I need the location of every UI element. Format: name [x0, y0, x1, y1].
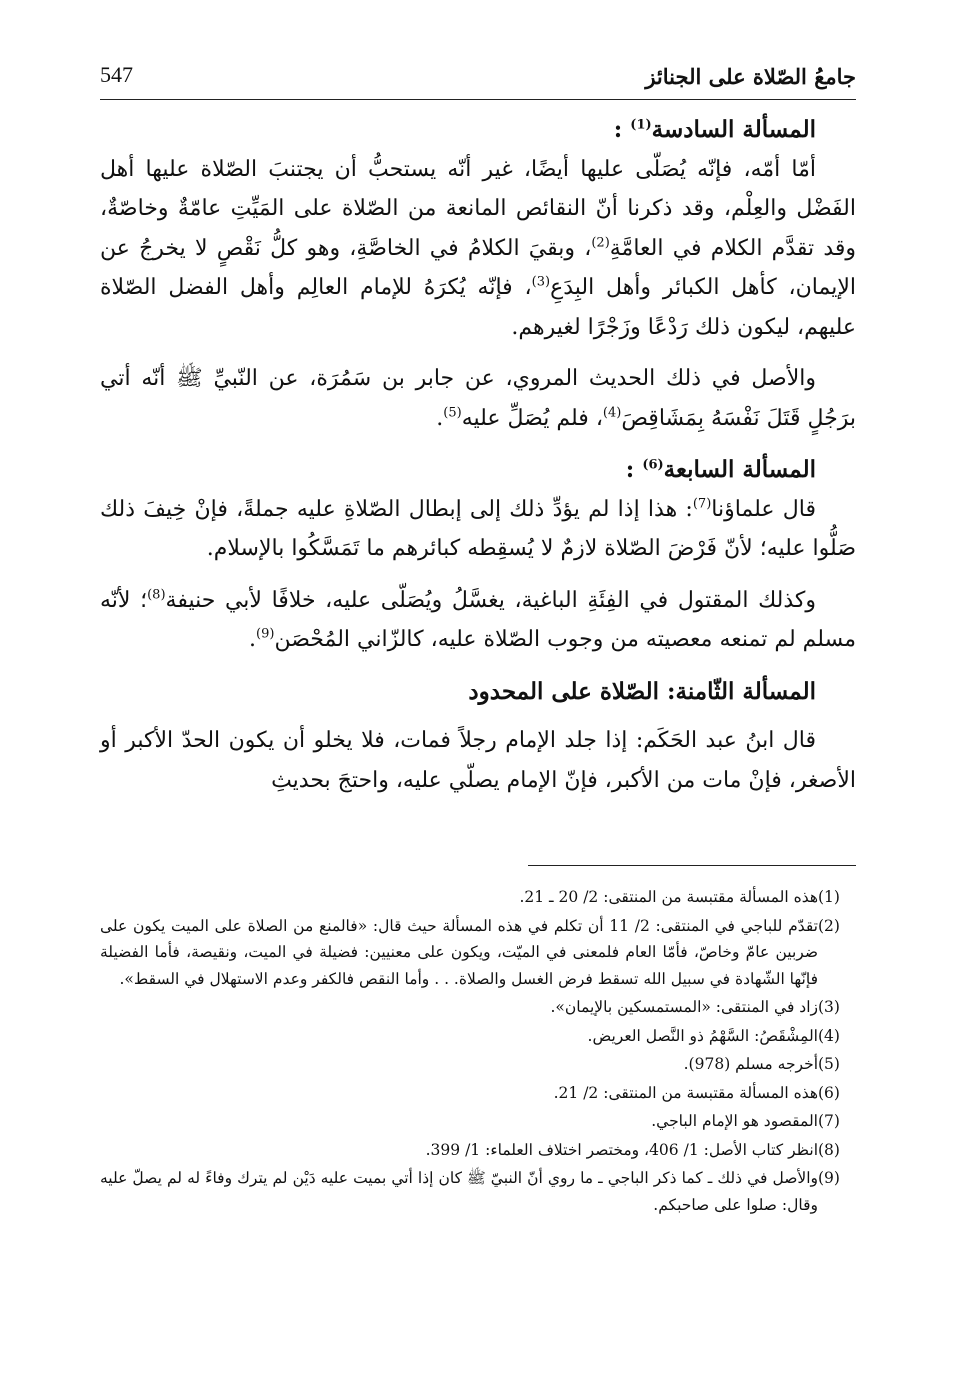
footnote-ref-3[interactable]: (3) — [531, 274, 551, 290]
footnote-text: والأصل في ذلك ـ كما ذكر الباجي ـ ما روي أنّ النبيّ ﷺ كان إذا أتي بميت عليه دَيْن لم يترك وفاءً له لم يصلّ عليه وقال: صلوا على صاحبكم. — [100, 1169, 818, 1214]
footnote-ref-1[interactable]: (1) — [630, 117, 652, 133]
paragraph-2-part-b: ، فلم يُصَلِّ عليه — [461, 405, 603, 431]
heading-issue-7-text: المسألة السابعة — [663, 456, 816, 483]
paragraph-4-part-c: . — [249, 627, 257, 652]
paragraph-3-part-b: : هذا إذا لم يؤدِّ ذلك إلى إبطال الصّلاةِ عليه جملةً، فإنْ خِيفَ ذلك صَلُّوا عليه؛ لأنّ فَرْضَ الصّلاة لازمٌ لا يُسقِطه كبائرهم ما تَمَسَّكُوا بالإسلام. — [100, 496, 856, 561]
footnote — [100, 994, 856, 1021]
heading-issue-6 — [100, 110, 856, 150]
footnote-ref-7[interactable]: (7) — [692, 496, 712, 512]
heading-issue-7 — [100, 450, 856, 490]
footnote-text: هذه المسألة مقتبسة من المنتقى: 2/ 21. — [553, 1083, 818, 1102]
footnote — [100, 1051, 856, 1078]
page-header — [100, 62, 856, 98]
running-title: جامعُ الصّلاة على الجنائز — [645, 64, 856, 89]
footnote-ref-2[interactable]: (2) — [591, 235, 610, 251]
main-text — [100, 110, 856, 812]
footnote — [100, 1023, 856, 1050]
paragraph-1-part-a: أمّا أمّه، فإنّه يُصَلّى عليها أيضًا، غير أنّه يستحبُّ أن يجتنبَ الصّلاة عليها أهل الفَضْل والعِلْم، وقد ذكرنا أنّ النقائص المانعة من الصّلاة على المَيِّتِ عامّةٌ وخاصّةٌ، وقد تقدَّم الكلام في العامَّةِ — [100, 156, 857, 261]
paragraph-1 — [100, 150, 856, 348]
footnote — [100, 913, 856, 993]
colon: : — [613, 116, 623, 143]
paragraph-3-part-a: قال علماؤنا — [711, 496, 817, 522]
paragraph-4-part-b: ؛ لأنّه مسلم لم تمنعه معصيته من وجوب الصّلاة عليه، كالزّاني المُحْصَن — [100, 587, 856, 652]
paragraph-2 — [100, 359, 856, 438]
footnote-ref-5[interactable]: (5) — [443, 405, 462, 421]
footnote-number: (7) — [818, 1112, 840, 1130]
paragraph-4 — [100, 581, 856, 660]
paragraph-1-part-b: ، وبقيَ الكلامُ في الخاصَّةِ، وهو كلُّ نَقْصٍ لا يخرجُ عن الإيمان، كأهل الكبائر وأهل البِدَعِ — [100, 235, 856, 300]
footnote — [100, 884, 856, 911]
footnotes — [100, 884, 856, 1220]
colon: : — [625, 456, 635, 483]
header-rule — [100, 99, 856, 100]
paragraph-5: قال ابنُ عبد الحَكَم: إذا جلد الإمام رجلاً فمات، فلا يخلو أن يكون الحدّ الأكبر أو الأصغر، فإنْ مات من الأكبر، فإنّ الإمام يصلّي عليه، واحتجَ بحديثِ — [100, 728, 856, 793]
footnote-number: (8) — [818, 1140, 840, 1159]
footnote-ref-8[interactable]: (8) — [147, 587, 166, 603]
footnote-text: تقدّم للباجي في المنتقى: 2/ 11 أن تكلم في هذه المسألة حيث قال: «فالمنع من الصلاة على الميت يكون على ضربين عامّ وخاصّ، فأمّا العام فلمعنى في الميّت، ويكون على معنيين: فضيلة في الميت، ونقيصة، فأما الفضيلة فإنّها الشّهادة في سبيل الله تسقط فرض الغسل والصلاة. . . وأما النقص فالكفر وعدم الاستهلال في السقط». — [100, 916, 818, 988]
footnote — [100, 1108, 856, 1135]
footnote-number: (2) — [818, 916, 840, 935]
heading-issue-6-text: المسألة السادسة — [651, 116, 816, 143]
paragraph-3 — [100, 490, 856, 569]
footnote-text: المقصود هو الإمام الباجي. — [651, 1112, 818, 1130]
paragraph-2-part-c: . — [436, 405, 444, 431]
footnote — [100, 1165, 856, 1218]
footnote-separator — [528, 865, 856, 866]
footnote-text: المِشْقَصُ: السَّهْمُ ذو النَّصل العريض. — [587, 1026, 818, 1045]
footnote-number: (4) — [818, 1026, 840, 1045]
footnote-number: (3) — [818, 998, 840, 1016]
paragraph-4-part-a: وكذلك المقتول في الفِئَةِ الباغية، يغسَّلُ ويُصَلّى عليه، خلافًا لأبي حنيفة — [165, 587, 816, 613]
footnote-ref-6[interactable]: (6) — [642, 457, 664, 473]
footnote-text: أخرجه مسلم (978). — [683, 1055, 818, 1073]
footnote-text: انظر كتاب الأصل: 1/ 406، ومختصر اختلاف العلماء: 1/ 399. — [425, 1140, 818, 1159]
paragraph-2-part-a: والأصل في ذلك الحديث المروي، عن جابر بن سَمُرَة، عن النّبيِّ ﷺ أنّه أتي برَجُلٍ قَتَلَ نَفْسَهُ بِمَشَاقِصَ — [100, 366, 856, 431]
page-number: 547 — [100, 62, 133, 87]
footnote-text: هذه المسألة مقتبسة من المنتقى: 2/ 20 ـ 21. — [519, 888, 818, 906]
footnote — [100, 1080, 856, 1107]
footnote-ref-4[interactable]: (4) — [602, 405, 622, 421]
footnote-text: زاد في المنتقى: «المستمسكين بالإيمان». — [550, 998, 818, 1016]
footnote-number: (1) — [818, 888, 840, 906]
heading-issue-8: المسألة الثّامنة: الصّلاة على المحدود — [468, 677, 816, 705]
footnote-number: (5) — [818, 1055, 840, 1073]
footnote-ref-9[interactable]: (9) — [256, 626, 275, 642]
footnote — [100, 1137, 856, 1164]
paragraph-1-part-c: ، فإنّه يُكرَهُ للإمام العالِم وأهل الفضل الصّلاة عليهم، ليكون ذلك رَدْعًا وزَجْرًا لغيرهم. — [100, 275, 856, 340]
footnote-number: (6) — [818, 1083, 840, 1102]
footnote-number: (9) — [818, 1169, 840, 1187]
